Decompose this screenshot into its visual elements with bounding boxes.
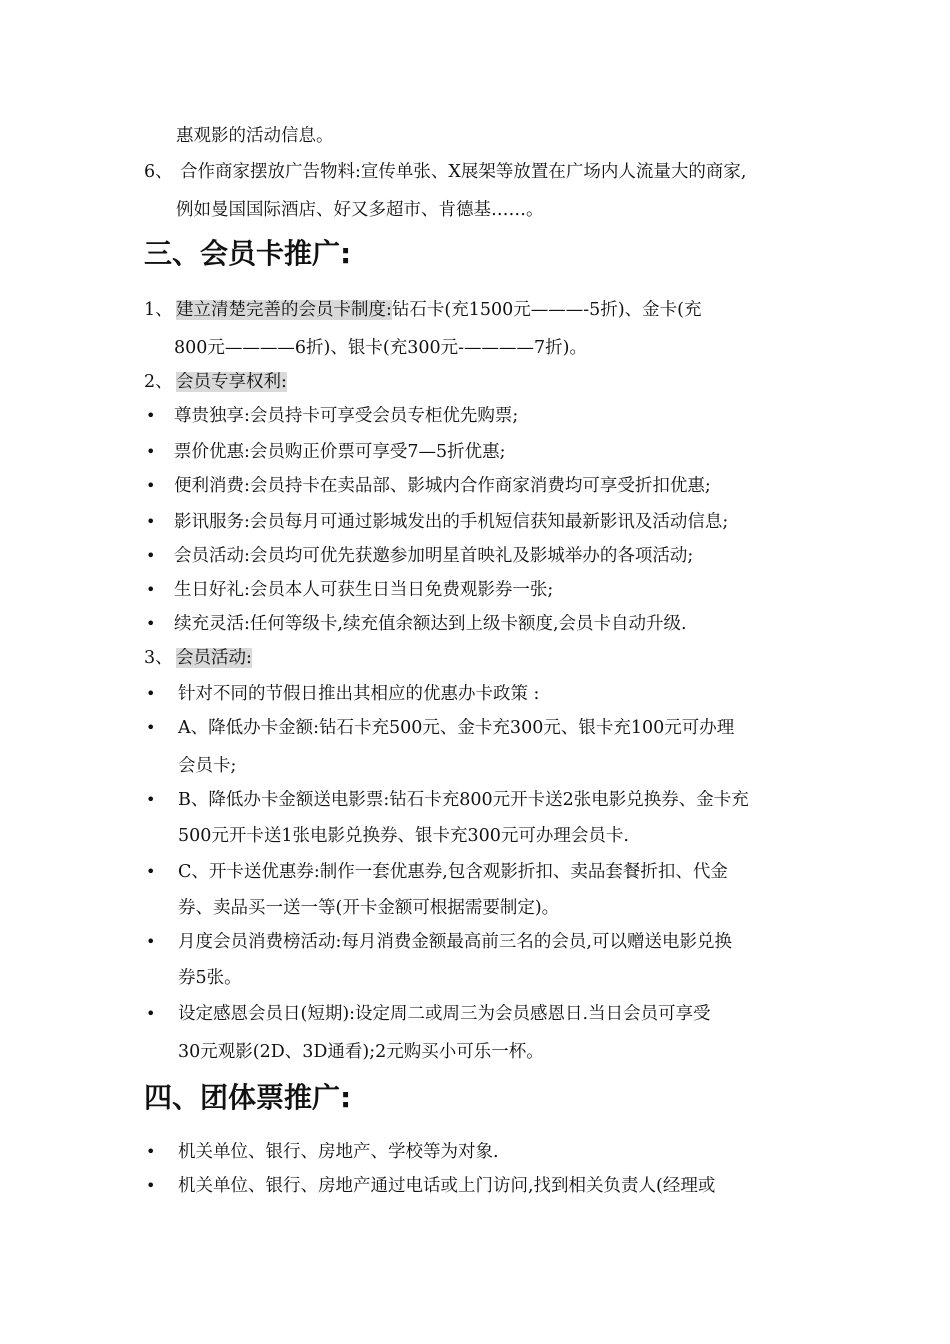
bullet-mark: • [146, 1142, 156, 1161]
highlighted-text: 会员专享权利: [176, 372, 287, 392]
section-heading: 四、团体票推广: [144, 1081, 352, 1114]
bullet-mark: • [146, 614, 156, 633]
bullet-mark: • [146, 580, 156, 599]
text-line [176, 370, 287, 394]
bullet-mark: • [146, 546, 156, 565]
list-item: 续充灵活:任何等级卡,续充值余额达到上级卡额度,会员卡自动升级. [174, 614, 687, 634]
list-item-continuation: 会员卡; [178, 756, 237, 776]
list-item: 便利消费:会员持卡在卖品部、影城内合作商家消费均可享受折扣优惠; [174, 476, 711, 496]
text-line: 合作商家摆放广告物料:宣传单张、X展架等放置在广场内人流量大的商家, [180, 162, 747, 182]
list-item: C、开卡送优惠券:制作一套优惠券,包含观影折扣、卖品套餐折扣、代金 [178, 862, 728, 882]
bullet-mark: • [146, 442, 156, 461]
list-item-continuation: 500元开卡送1张电影兑换券、银卡充300元可办理会员卡. [178, 826, 629, 846]
text-span: 钻石卡(充1500元———-5折)、金卡(充 [391, 300, 702, 320]
list-item: 机关单位、银行、房地产、学校等为对象. [178, 1142, 499, 1162]
bullet-mark: • [146, 862, 156, 881]
list-item-continuation: 30元观影(2D、3D通看);2元购买小可乐一杯。 [178, 1042, 544, 1062]
bullet-mark: • [146, 1004, 156, 1023]
list-item: 生日好礼:会员本人可获生日当日免费观影券一张; [174, 580, 554, 600]
list-item: 月度会员消费榜活动:每月消费金额最高前三名的会员,可以赠送电影兑换 [178, 932, 732, 952]
list-item: 针对不同的节假日推出其相应的优惠办卡政策 : [178, 684, 540, 704]
list-item: A、降低办卡金额:钻石卡充500元、金卡充300元、银卡充100元可办理 [178, 718, 735, 738]
list-item: 会员活动:会员均可优先获邀参加明星首映礼及影城举办的各项活动; [174, 546, 694, 566]
list-item: 设定感恩会员日(短期):设定周二或周三为会员感恩日.当日会员可享受 [178, 1004, 711, 1024]
bullet-mark: • [146, 476, 156, 495]
item-number: 6、 [144, 162, 173, 182]
bullet-mark: • [146, 406, 156, 425]
list-item-continuation: 券5张。 [178, 968, 242, 988]
list-item: 影讯服务:会员每月可通过影城发出的手机短信获知最新影讯及活动信息; [174, 512, 729, 532]
bullet-mark: • [146, 932, 156, 951]
bullet-mark: • [146, 718, 156, 737]
list-item: 票价优惠:会员购正价票可享受7—5折优惠; [174, 442, 506, 462]
text-line: 惠观影的活动信息。 [176, 126, 334, 146]
text-line [176, 298, 701, 322]
section-heading: 三、会员卡推广: [144, 237, 352, 270]
text-line [176, 646, 252, 670]
bullet-mark: • [146, 1176, 156, 1195]
item-number: 2、 [144, 372, 173, 392]
list-item-continuation: 券、卖品买一送一等(开卡金额可根据需要制定)。 [178, 898, 560, 918]
item-number: 3、 [144, 648, 173, 668]
list-item: 尊贵独享:会员持卡可享受会员专柜优先购票; [174, 406, 519, 426]
bullet-mark: • [146, 684, 156, 703]
bullet-mark: • [146, 790, 156, 809]
item-number: 1、 [144, 300, 173, 320]
bullet-mark: • [146, 512, 156, 531]
list-item: 机关单位、银行、房地产通过电话或上门访问,找到相关负责人(经理或 [178, 1176, 716, 1196]
list-item: B、降低办卡金额送电影票:钻石卡充800元开卡送2张电影兑换券、金卡充 [178, 790, 749, 810]
text-line: 800元————6折)、银卡(充300元-————7折)。 [174, 338, 587, 358]
highlighted-text: 建立清楚完善的会员卡制度: [176, 300, 392, 320]
highlighted-text: 会员活动: [176, 648, 252, 668]
text-line: 例如曼国国际酒店、好又多超市、肯德基……。 [176, 200, 544, 220]
